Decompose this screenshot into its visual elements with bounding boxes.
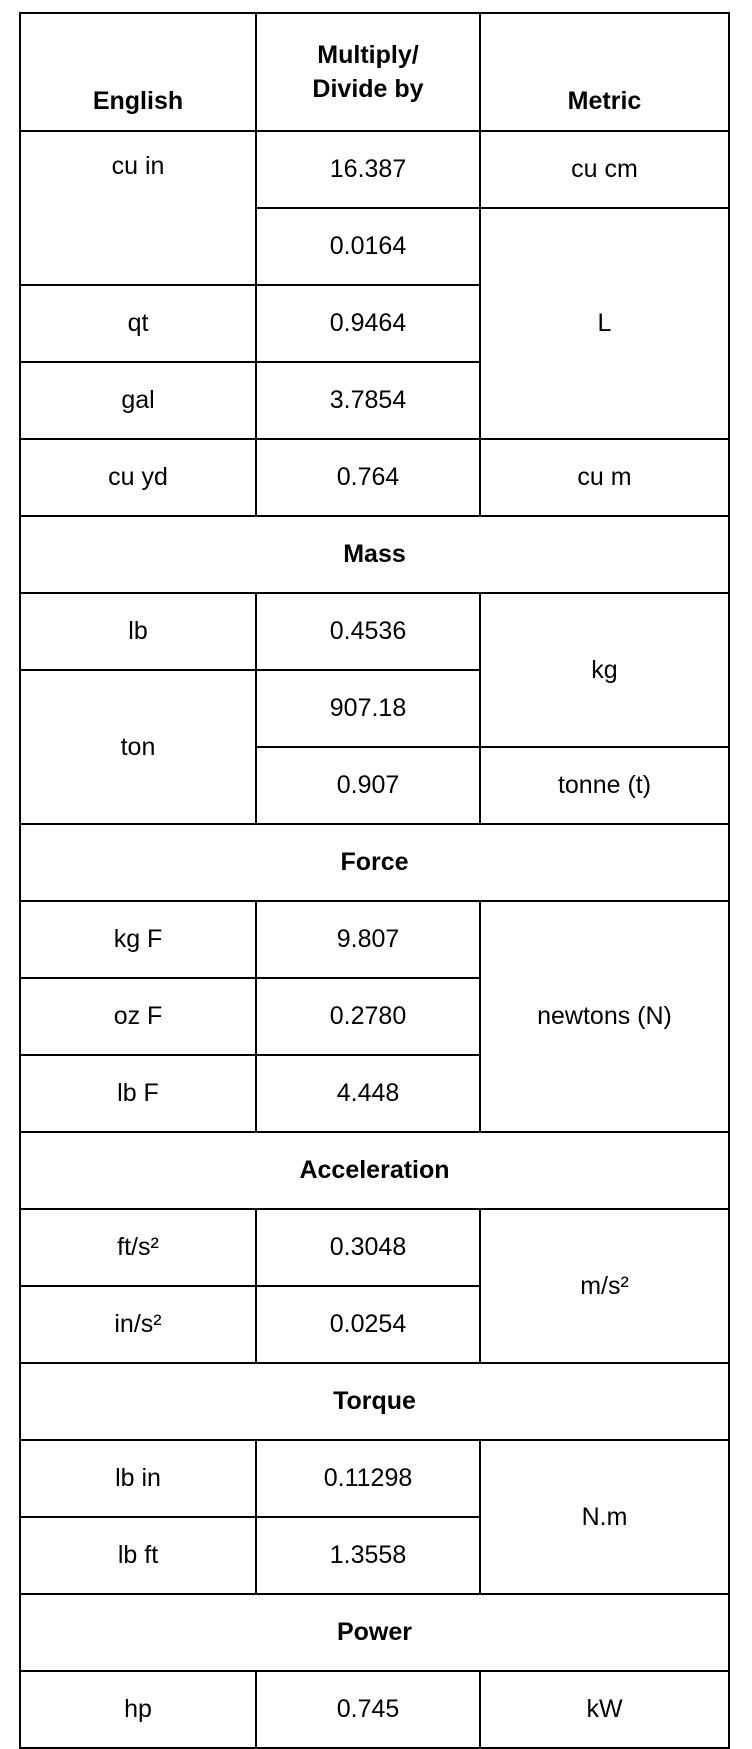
metric-unit: cu m: [480, 439, 729, 516]
table-row: [20, 1440, 729, 1517]
conversion-factor: 0.745: [256, 1671, 480, 1748]
section-title: Force: [20, 824, 729, 901]
header-factor-line2: Divide by: [312, 75, 424, 103]
section-header-torque: [20, 1363, 729, 1440]
metric-unit: tonne (t): [480, 747, 729, 824]
english-unit: lb F: [20, 1055, 256, 1132]
section-header-mass: [20, 516, 729, 593]
english-unit: hp: [20, 1671, 256, 1748]
conversion-factor: 3.7854: [256, 362, 480, 439]
conversion-factor: 0.3048: [256, 1209, 480, 1286]
metric-unit: kg: [480, 593, 729, 747]
english-unit: cu yd: [20, 439, 256, 516]
conversion-factor: 9.807: [256, 901, 480, 978]
english-unit: lb: [20, 593, 256, 670]
conversion-factor: 0.907: [256, 747, 480, 824]
conversion-factor: 0.4536: [256, 593, 480, 670]
table-row: [20, 901, 729, 978]
english-unit: lb in: [20, 1440, 256, 1517]
header-factor-line1: Multiply/: [317, 41, 419, 69]
metric-unit: L: [480, 208, 729, 439]
section-title: Mass: [20, 516, 729, 593]
english-unit: ft/s²: [20, 1209, 256, 1286]
header-row: [20, 13, 729, 131]
header-metric: Metric: [480, 13, 729, 131]
header-english: English: [20, 13, 256, 131]
metric-unit: cu cm: [480, 131, 729, 208]
metric-unit: kW: [480, 1671, 729, 1748]
conversion-factor: 0.9464: [256, 285, 480, 362]
conversion-factor: 4.448: [256, 1055, 480, 1132]
section-header-force: [20, 824, 729, 901]
table-row: [20, 1209, 729, 1286]
conversion-factor: 1.3558: [256, 1517, 480, 1594]
conversion-factor: 0.764: [256, 439, 480, 516]
english-unit: gal: [20, 362, 256, 439]
metric-unit: newtons (N): [480, 901, 729, 1132]
table-row: [20, 1671, 729, 1748]
metric-unit: N.m: [480, 1440, 729, 1594]
english-unit: oz F: [20, 978, 256, 1055]
english-unit: ton: [20, 670, 256, 824]
conversion-factor: 16.387: [256, 131, 480, 208]
english-unit: kg F: [20, 901, 256, 978]
header-factor: [256, 13, 480, 131]
conversion-factor: 0.0254: [256, 1286, 480, 1363]
section-title: Power: [20, 1594, 729, 1671]
section-title: Torque: [20, 1363, 729, 1440]
section-title: Acceleration: [20, 1132, 729, 1209]
conversion-factor: 0.2780: [256, 978, 480, 1055]
section-header-power: [20, 1594, 729, 1671]
table-row: [20, 439, 729, 516]
conversion-factor: 907.18: [256, 670, 480, 747]
conversion-factor: 0.0164: [256, 208, 480, 285]
english-unit: lb ft: [20, 1517, 256, 1594]
english-unit: cu in: [20, 131, 256, 285]
table-row: [20, 593, 729, 670]
conversion-factor: 0.11298: [256, 1440, 480, 1517]
english-unit: qt: [20, 285, 256, 362]
table-row: [20, 131, 729, 208]
metric-unit: m/s²: [480, 1209, 729, 1363]
section-header-acceleration: [20, 1132, 729, 1209]
english-unit: in/s²: [20, 1286, 256, 1363]
conversion-table: [19, 12, 730, 1749]
